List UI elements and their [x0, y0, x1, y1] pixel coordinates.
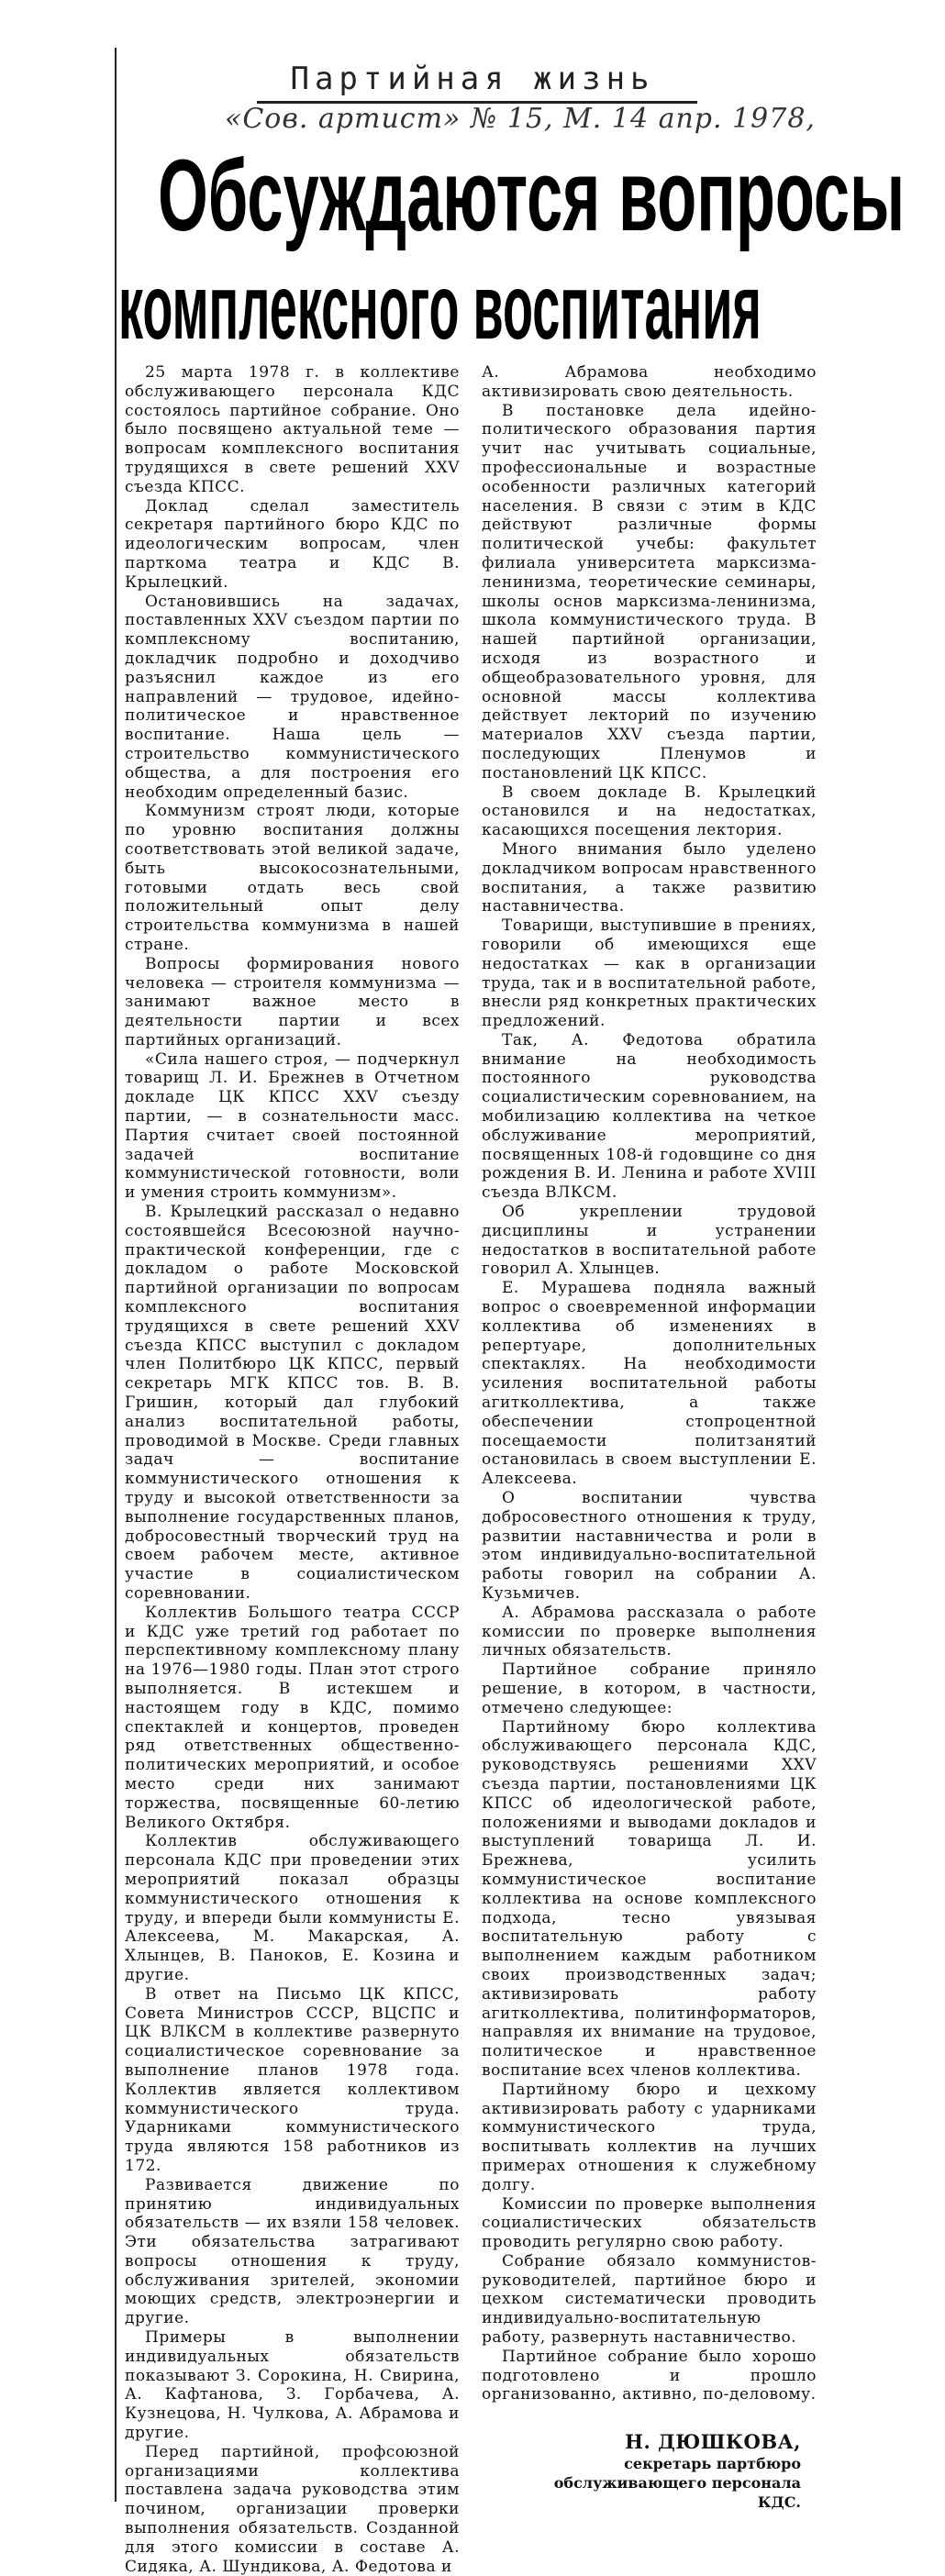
headline-line-2 — [0, 255, 945, 361]
article-paragraph: Коллектив обслуживающего персонала КДС при проведении этих мероприятий показал образцы коммунистического отношения к труду, и впереди были коммунисты Е. Алексеева, М. Макарская, А. Хлынцев, В. Паноков, Е. Козина и другие. — [125, 1832, 460, 1984]
author-organization: обслуживающего персонала — [553, 2474, 801, 2493]
author-organization-abbr: КДС. — [757, 2493, 801, 2512]
article-paragraph: Развивается движение по принятию индивидуальных обязательств — их взяли 158 человек. Эти обязательства затрагивают вопросы отношения к труду, обслуживания зрителей, экономии моющих средств, электроэнергии и другие. — [125, 2175, 460, 2328]
article-paragraph: Много внимания было уделено докладчиком вопросам нравственного воспитания, а также развитию наставничества. — [482, 839, 817, 916]
article-paragraph: В ответ на Письмо ЦК КПСС, Совета Министров СССР, ВЦСПС и ЦК ВЛКСМ в коллективе развернуто социалистическое соревнование за выполнение планов 1978 года. Коллектив является коллективом коммунистического труда. Ударниками коммунистического труда являются 158 работников из 172. — [125, 1984, 460, 2175]
article-paragraph: Собрание обязало коммунистов-руководителей, партийное бюро и цехком систематически проводить индивидуально-воспитательную работу, развернуть наставничество. — [482, 2251, 817, 2348]
article-paragraph: Партийное собрание было хорошо подготовлено и прошло организованно, активно, по-деловому. — [482, 2347, 817, 2404]
headline-line-1 — [0, 138, 945, 254]
article-paragraph: В своем докладе В. Крылецкий остановился и на недостатках, касающихся посещения лектория. — [482, 783, 817, 840]
handwritten-source-note: «Сов. артист» № 15, М. 14 апр. 1978, — [225, 103, 816, 135]
article-paragraph: Об укреплении трудовой дисциплины и устранении недостатков в воспитательной работе говорил А. Хлынцев. — [482, 1203, 817, 1279]
article-paragraph: Товарищи, выступившие в прениях, говорили об имеющихся еще недостатках — как в организации труда, так и в воспитательной работе, внесли ряд конкретных практических предложений. — [482, 916, 817, 1031]
article-paragraph: 25 марта 1978 г. в коллективе обслуживающего персонала КДС состоялось партийное собрание. Оно было посвящено актуальной теме — вопросам комплексного воспитания трудящихся в свете решений XXV съезда КПСС. — [125, 363, 460, 496]
author-role: секретарь партбюро — [624, 2455, 801, 2473]
article-paragraph: В. Крылецкий рассказал о недавно состоявшейся Всесоюзной научно-практической конференции, где с докладом о работе Московской партийной организации по вопросам комплексного воспитания трудящихся в свете решений XXV съезда КПСС выступил с докладом член Политбюро ЦК КПСС, первый секретарь МГК КПСС тов. В. В. Гришин, который дал глубокий анализ воспитательной работы, проводимой в Москве. Среди главных задач — воспитание коммунистического отношения к труду и высокой ответственности за выполнение государственных планов, добросовестный творческий труд на своем рабочем месте, активное участие в социалистическом соревновании. — [125, 1203, 460, 1603]
headline-line-2-text: комплексного воспитания — [118, 256, 762, 359]
article-paragraph: А. Абрамова необходимо активизировать свою деятельность. — [482, 363, 817, 401]
article-column-left — [125, 363, 460, 2576]
article-paragraph: О воспитании чувства добросовестного отношения к труду, развитии наставничества и роли в этом индивидуально-воспитательной работы говорил на собрании А. Кузьмичев. — [482, 1489, 817, 1603]
headline-line-1-text: Обсуждаются вопросы — [158, 139, 906, 252]
article-paragraph: «Сила нашего строя, — подчеркнул товарищ Л. И. Брежнев в Отчетном докладе ЦК КПСС XXV съезду партии, — в сознательности масс. Партия считает своей постоянной задачей воспитание коммунистической готовности, воли и умения строить коммунизм». — [125, 1049, 460, 1203]
article-paragraph: Примеры в выполнении индивидуальных обязательств показывают З. Сорокина, Н. Свирина, А. Кафтанова, З. Горбачева, А. Кузнецова, Н. Чулкова, А. Абрамова и другие. — [125, 2328, 460, 2443]
article-paragraph: Коммунизм строят люди, которые по уровню воспитания должны соответствовать этой великой задаче, быть высокосознательными, готовыми отдать весь свой положительный опыт делу строительства коммунизма в нашей стране. — [125, 802, 460, 954]
section-rubric: Партийная жизнь — [290, 61, 655, 97]
article-column-right-paragraphs — [482, 363, 817, 2404]
article-paragraph: Партийное собрание приняло решение, в котором, в частности, отмечено следующее: — [482, 1660, 817, 1717]
article-paragraph: Е. Мурашева подняла важный вопрос о своевременной информации коллектива об изменениях в репертуаре, дополнительных спектаклях. На необходимости усиления воспитательной работы агитколлектива, а также обеспечении стопроцентной посещаемости политзанятий остановилась в своем выступлении Е. Алексеева. — [482, 1279, 817, 1489]
article-paragraph: Вопросы формирования нового человека — строителя коммунизма — занимают важное место в деятельности партии и всех партийных организаций. — [125, 954, 460, 1049]
article-paragraph: А. Абрамова рассказала о работе комиссии по проверке выполнения личных обязательств. — [482, 1603, 817, 1660]
article-paragraph: Так, А. Федотова обратила внимание на необходимость постоянного руководства социалистическим соревнованием, на мобилизацию коллектива на четкое обслуживание мероприятий, посвященных 108-й годовщине со дня рождения В. И. Ленина и работе XVIII съезда ВЛКСМ. — [482, 1030, 817, 1203]
author-signature — [482, 2430, 801, 2512]
article-paragraph: Партийному бюро коллектива обслуживающего персонала КДС, руководствуясь решениями XXV съезда партии, постановлениями ЦК КПСС об идеологической работе, положениями и выводами докладов и выступлений товарища Л. И. Брежнева, усилить коммунистическое воспитание коллектива на основе комплексного подхода, тесно увязывая воспитательную работу с выполнением каждым работником своих производственных задач; активизировать работу агитколлектива, политинформаторов, направляя их внимание на трудовое, политическое и нравственное воспитание всех членов коллектива. — [482, 1717, 817, 2080]
article-paragraph: Доклад сделал заместитель секретаря партийного бюро КДС по идеологическим вопросам, член парткома театра и КДС В. Крылецкий. — [125, 496, 460, 592]
article-paragraph: Остановившись на задачах, поставленных XXV съездом партии по комплексному воспитанию, докладчик подробно и доходчиво разъяснил каждое из его направлений — трудовое, идейно-политическое и нравственное воспитание. Наша цель — строительство коммунистического общества, а для построения его необходим определенный базис. — [125, 592, 460, 802]
article-paragraph: В постановке дела идейно-политического образования партия учит нас учитывать социальные, профессиональные и возрастные особенности различных категорий населения. В связи с этим в КДС действуют различные формы политической учебы: факультет филиала университета марксизма-ленинизма, теоретические семинары, школы основ марксизма-ленинизма, школа коммунистического труда. В нашей партийной организации, исходя из возрастного и общеобразовательного уровня, для основной массы коллектива действует лекторий по изучению материалов XXV съезда партии, последующих Пленумов и постановлений ЦК КПСС. — [482, 401, 817, 783]
article-column-right — [482, 363, 817, 2512]
article-paragraph: Коллектив Большого театра СССР и КДС уже третий год работает по перспективному комплексному плану на 1976—1980 годы. План этот строго выполняется. В истекшем и настоящем году в КДС, помимо спектаклей и концертов, проведен ряд ответственных общественно-политических мероприятий, и особое место среди них занимают торжества, посвященные 60-летию Великого Октября. — [125, 1603, 460, 1832]
column-border-line — [115, 48, 117, 2502]
article-paragraph: Перед партийной, профсоюзной организациями коллектива поставлена задача руководства этим почином, организации проверки выполнения обязательств. Созданной для этого комиссии в составе А. Сидяка, А. Шундикова, А. Федотова и — [125, 2442, 460, 2576]
article-paragraph: Комиссии по проверке выполнения социалистических обязательств проводить регулярно свою работу. — [482, 2194, 817, 2252]
author-name: Н. ДЮШКОВА, — [625, 2430, 801, 2454]
article-paragraph: Партийному бюро и цехкому активизировать работу с ударниками коммунистического труда, воспитывать коллектив на лучших примерах отношения к служебному долгу. — [482, 2080, 817, 2194]
